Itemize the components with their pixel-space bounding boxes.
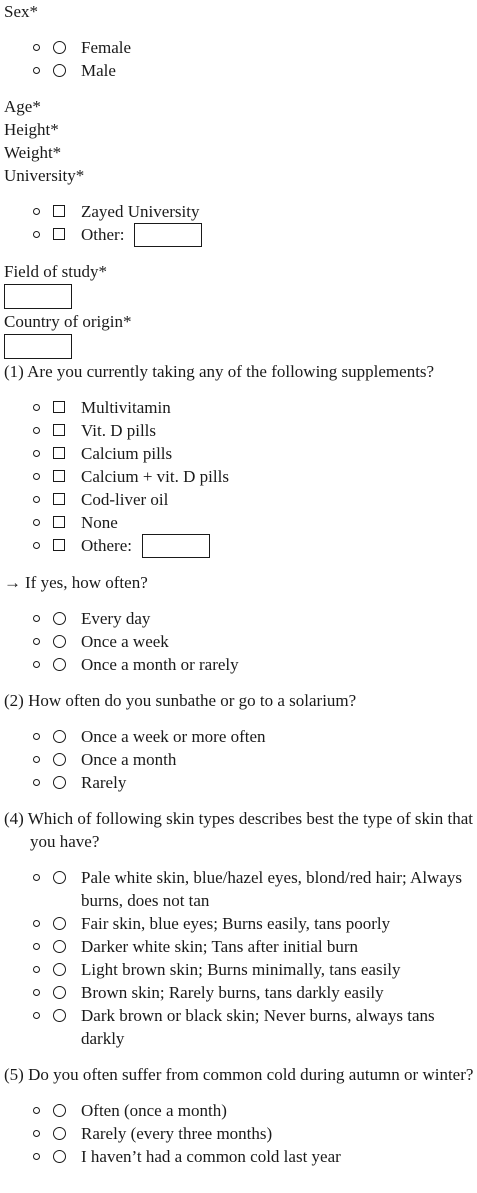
bullet-icon [33,638,40,645]
bullet-icon [33,1153,40,1160]
q4-option[interactable]: Pale white skin, blue/hazel eyes, blond/red hair; Always burns, does not tan [4,866,477,912]
q4-option[interactable]: Darker white skin; Tans after initial burn [4,935,477,958]
q5-label: (5) Do you often suffer from common cold during autumn or winter? [4,1065,474,1085]
q1-options [4,396,477,558]
bullet-icon [33,427,40,434]
sex-options [4,36,477,82]
checkbox[interactable] [53,516,65,528]
bullet-icon [33,1107,40,1114]
q5-option[interactable]: Rarely (every three months) [4,1122,477,1145]
field-of-study-label: Field of study* [4,262,107,282]
bullet-icon [33,1130,40,1137]
radio-button[interactable] [53,64,66,77]
radio-button[interactable] [53,635,66,648]
checkbox[interactable] [53,493,65,505]
q1-option[interactable]: Cod-liver oil [4,488,477,511]
q2-option[interactable]: Rarely [4,771,477,794]
bullet-icon [33,519,40,526]
q1-option-other[interactable]: Othere: [4,534,477,558]
university-other-input[interactable] [134,223,202,247]
radio-button[interactable] [53,963,66,976]
q1b-option[interactable]: Once a week [4,630,477,653]
bullet-icon [33,756,40,763]
bullet-icon [33,473,40,480]
bullet-icon [33,404,40,411]
q1b-option[interactable]: Every day [4,607,477,630]
age-label: Age* [4,97,41,116]
country-input[interactable] [4,334,72,359]
radio-button[interactable] [53,1150,66,1163]
q1-other-input[interactable] [142,534,210,558]
q1-option[interactable]: None [4,511,477,534]
bullet-icon [33,966,40,973]
q1b-label: → If yes, how often? [4,573,148,593]
radio-button[interactable] [53,1104,66,1117]
bullet-icon [33,208,40,215]
q5-options [4,1099,477,1168]
bullet-icon [33,733,40,740]
q5-option[interactable]: I haven’t had a common cold last year [4,1145,477,1168]
bullet-icon [33,496,40,503]
q1b-options [4,607,477,676]
q2-option[interactable]: Once a week or more often [4,725,477,748]
checkbox[interactable] [53,447,65,459]
radio-button[interactable] [53,658,66,671]
q1-option[interactable]: Calcium pills [4,442,477,465]
q4-option[interactable]: Light brown skin; Burns minimally, tans easily [4,958,477,981]
radio-button[interactable] [53,730,66,743]
bullet-icon [33,231,40,238]
bullet-icon [33,542,40,549]
sex-label: Sex* [4,2,38,21]
q1-option[interactable]: Vit. D pills [4,419,477,442]
radio-button[interactable] [53,1009,66,1022]
q4-label: (4) Which of following skin types describes best the type of skin that you have? [4,809,473,852]
radio-button[interactable] [53,917,66,930]
arrow-right-icon: → [4,573,21,593]
q1-option[interactable]: Multivitamin [4,396,477,419]
university-option-other[interactable]: Other: [4,223,477,247]
bullet-icon [33,920,40,927]
bullet-icon [33,615,40,622]
checkbox[interactable] [53,401,65,413]
q2-option[interactable]: Once a month [4,748,477,771]
radio-button[interactable] [53,612,66,625]
radio-button[interactable] [53,940,66,953]
bullet-icon [33,44,40,51]
checkbox[interactable] [53,539,65,551]
weight-label: Weight* [4,143,62,162]
field-of-study-input[interactable] [4,284,72,309]
q4-option[interactable]: Brown skin; Rarely burns, tans darkly easily [4,981,477,1004]
country-label: Country of origin* [4,312,132,332]
radio-button[interactable] [53,776,66,789]
bullet-icon [33,661,40,668]
radio-button[interactable] [53,1127,66,1140]
q4-option[interactable]: Dark brown or black skin; Never burns, always tans darkly [4,1004,477,1050]
q5-option[interactable]: Often (once a month) [4,1099,477,1122]
bullet-icon [33,1012,40,1019]
checkbox[interactable] [53,205,65,217]
sex-option-male[interactable]: Male [4,59,477,82]
checkbox[interactable] [53,424,65,436]
bullet-icon [33,450,40,457]
radio-button[interactable] [53,41,66,54]
bullet-icon [33,779,40,786]
radio-button[interactable] [53,871,66,884]
checkbox[interactable] [53,228,65,240]
bullet-icon [33,874,40,881]
q1-label: (1) Are you currently taking any of the following supplements? [4,362,435,382]
q4-options [4,866,477,1050]
height-label: Height* [4,120,59,139]
sex-option-female[interactable]: Female [4,36,477,59]
radio-button[interactable] [53,986,66,999]
university-label: University* [4,166,85,185]
university-option-zayed[interactable]: Zayed University [4,200,477,223]
q1-option[interactable]: Calcium + vit. D pills [4,465,477,488]
q1b-option[interactable]: Once a month or rarely [4,653,477,676]
bullet-icon [33,943,40,950]
q2-label: (2) How often do you sunbathe or go to a solarium? [4,691,357,711]
university-options [4,200,477,247]
radio-button[interactable] [53,753,66,766]
q4-option[interactable]: Fair skin, blue eyes; Burns easily, tans poorly [4,912,477,935]
bullet-icon [33,67,40,74]
checkbox[interactable] [53,470,65,482]
bullet-icon [33,989,40,996]
q2-options [4,725,477,794]
